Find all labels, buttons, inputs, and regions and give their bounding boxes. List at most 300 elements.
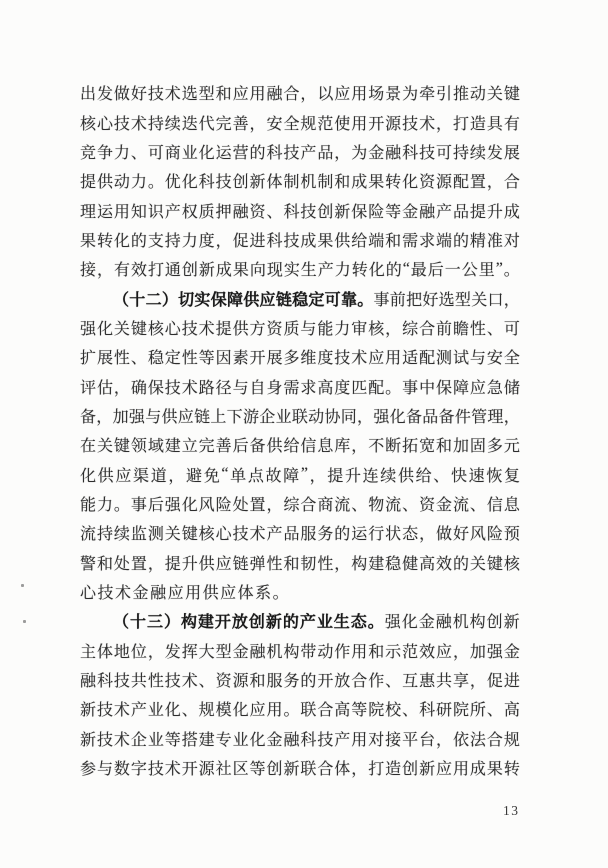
glyph: 流 bbox=[452, 496, 469, 514]
glyph: 技 bbox=[181, 320, 198, 338]
glyph: 成 bbox=[351, 174, 368, 192]
glyph: 所 bbox=[469, 702, 486, 720]
glyph: 下 bbox=[226, 408, 243, 426]
glyph: 打 bbox=[368, 761, 385, 779]
glyph: 规 bbox=[198, 702, 215, 720]
glyph: 商 bbox=[164, 144, 181, 162]
glyph: 、 bbox=[433, 467, 450, 485]
glyph: ， bbox=[309, 467, 326, 485]
glyph: 事 bbox=[373, 291, 390, 309]
glyph: 技 bbox=[300, 203, 317, 221]
glyph: 确 bbox=[130, 379, 147, 397]
glyph: 科 bbox=[96, 673, 113, 691]
scan-speck bbox=[23, 620, 26, 623]
glyph: 高 bbox=[503, 702, 520, 720]
glyph: 键 bbox=[181, 526, 198, 544]
glyph: ， bbox=[351, 761, 368, 779]
glyph: 融 bbox=[435, 614, 452, 632]
glyph: 速 bbox=[468, 467, 485, 485]
glyph: 理 bbox=[80, 203, 97, 221]
glyph: 给 bbox=[415, 467, 432, 485]
glyph: 匹 bbox=[351, 379, 368, 397]
glyph: 资 bbox=[419, 496, 436, 514]
glyph: 科 bbox=[198, 174, 215, 192]
glyph: 科 bbox=[402, 144, 419, 162]
glyph: 键 bbox=[503, 86, 520, 104]
glyph: 术 bbox=[115, 585, 132, 603]
glyph: 信 bbox=[486, 496, 503, 514]
glyph: 和 bbox=[283, 555, 300, 573]
glyph: 术 bbox=[130, 115, 147, 133]
glyph: 务 bbox=[317, 526, 334, 544]
glyph: 保 bbox=[210, 291, 227, 309]
glyph: ， bbox=[419, 526, 436, 544]
glyph: 选 bbox=[438, 291, 455, 309]
glyph: 化 bbox=[181, 174, 198, 192]
glyph: 技 bbox=[232, 526, 249, 544]
glyph: ， bbox=[168, 467, 185, 485]
glyph: 校 bbox=[385, 702, 402, 720]
glyph: 配 bbox=[368, 379, 385, 397]
glyph: 地 bbox=[113, 643, 130, 661]
glyph: ， bbox=[436, 115, 453, 133]
glyph: 性 bbox=[469, 320, 486, 338]
glyph: 能 bbox=[80, 496, 97, 514]
glyph: 。 bbox=[147, 174, 164, 192]
glyph: 接 bbox=[80, 262, 97, 280]
glyph: 规 bbox=[300, 115, 317, 133]
glyph: 、 bbox=[486, 320, 503, 338]
glyph: 接 bbox=[385, 731, 402, 749]
page-number: 13 bbox=[503, 803, 520, 818]
glyph: ， bbox=[215, 232, 232, 250]
glyph: “ bbox=[221, 465, 229, 483]
glyph: 金 bbox=[503, 643, 520, 661]
glyph: 产 bbox=[334, 731, 351, 749]
glyph: 放 bbox=[334, 673, 351, 691]
glyph: 提 bbox=[164, 555, 181, 573]
glyph: 生 bbox=[300, 262, 317, 280]
glyph: 技 bbox=[96, 702, 113, 720]
glyph: 新 bbox=[283, 761, 300, 779]
glyph: 备 bbox=[405, 408, 422, 426]
glyph: 金 bbox=[266, 731, 283, 749]
glyph: 争 bbox=[96, 144, 113, 162]
glyph: 数 bbox=[113, 761, 130, 779]
glyph: 有 bbox=[503, 115, 520, 133]
glyph: 转 bbox=[385, 174, 402, 192]
glyph: 产 bbox=[266, 526, 283, 544]
glyph: 应 bbox=[469, 379, 486, 397]
glyph: 审 bbox=[351, 320, 368, 338]
glyph: 化 bbox=[164, 702, 181, 720]
glyph: 产 bbox=[130, 702, 147, 720]
glyph: 代 bbox=[198, 115, 215, 133]
glyph: 续 bbox=[113, 526, 130, 544]
glyph: 件 bbox=[454, 408, 471, 426]
glyph: 创 bbox=[181, 262, 198, 280]
glyph: 免 bbox=[203, 467, 220, 485]
text-line bbox=[80, 606, 520, 635]
glyph: 支 bbox=[147, 232, 164, 250]
glyph: 链 bbox=[194, 408, 211, 426]
glyph: 机 bbox=[266, 643, 283, 661]
glyph: 业 bbox=[181, 144, 198, 162]
glyph: 与 bbox=[300, 320, 317, 338]
glyph: 应 bbox=[436, 643, 453, 661]
glyph: 产 bbox=[164, 203, 181, 221]
glyph: 加 bbox=[112, 408, 129, 426]
glyph: 事 bbox=[130, 496, 147, 514]
glyph: 技 bbox=[283, 232, 300, 250]
glyph: 术 bbox=[164, 86, 181, 104]
glyph: 通 bbox=[164, 262, 181, 280]
glyph: 服 bbox=[300, 526, 317, 544]
glyph: 运 bbox=[96, 203, 113, 221]
glyph: 故 bbox=[265, 467, 282, 485]
glyph: 完 bbox=[215, 115, 232, 133]
glyph: ， bbox=[351, 438, 368, 456]
glyph: 竞 bbox=[80, 144, 97, 162]
glyph: 融 bbox=[266, 86, 283, 104]
glyph: 应 bbox=[215, 555, 232, 573]
glyph: 成 bbox=[503, 203, 520, 221]
glyph: 术 bbox=[164, 761, 181, 779]
glyph: 性 bbox=[317, 555, 334, 573]
glyph: 急 bbox=[486, 379, 503, 397]
glyph: ， bbox=[96, 262, 113, 280]
glyph: 合 bbox=[351, 673, 368, 691]
glyph: 化 bbox=[113, 232, 130, 250]
glyph: 宽 bbox=[419, 438, 436, 456]
glyph: 运 bbox=[215, 144, 232, 162]
glyph: ， bbox=[469, 673, 486, 691]
glyph: ， bbox=[266, 496, 283, 514]
glyph: 元 bbox=[503, 438, 520, 456]
glyph: ， bbox=[147, 555, 164, 573]
glyph: 生 bbox=[333, 614, 350, 632]
glyph: 果 bbox=[317, 232, 334, 250]
glyph: 开 bbox=[317, 673, 334, 691]
glyph: ， bbox=[452, 643, 469, 661]
glyph: 型 bbox=[198, 86, 215, 104]
glyph: 创 bbox=[317, 203, 334, 221]
glyph: 实 bbox=[194, 291, 211, 309]
glyph: 与 bbox=[96, 761, 113, 779]
glyph: 、 bbox=[385, 673, 402, 691]
glyph: 需 bbox=[283, 379, 300, 397]
glyph: 备 bbox=[249, 438, 266, 456]
glyph: 应 bbox=[115, 467, 132, 485]
glyph: 关 bbox=[469, 555, 486, 573]
text-line bbox=[80, 577, 520, 606]
glyph: 关 bbox=[164, 526, 181, 544]
glyph: 综 bbox=[402, 320, 419, 338]
glyph: ， bbox=[96, 408, 113, 426]
glyph: 发 bbox=[96, 86, 113, 104]
glyph: 前 bbox=[436, 320, 453, 338]
glyph: 置 bbox=[130, 555, 147, 573]
glyph: 科 bbox=[266, 144, 283, 162]
glyph: 维 bbox=[300, 350, 317, 368]
glyph: 术 bbox=[198, 320, 215, 338]
glyph: 。 bbox=[385, 379, 402, 397]
glyph: 风 bbox=[469, 526, 486, 544]
glyph: ） bbox=[163, 614, 180, 632]
glyph: 安 bbox=[486, 350, 503, 368]
glyph: 保 bbox=[147, 379, 164, 397]
glyph: 选 bbox=[181, 86, 198, 104]
glyph: 险 bbox=[215, 496, 232, 514]
glyph: 瞻 bbox=[452, 320, 469, 338]
glyph: 效 bbox=[436, 555, 453, 573]
glyph: 供 bbox=[232, 320, 249, 338]
glyph: 综 bbox=[283, 496, 300, 514]
glyph: 运 bbox=[351, 526, 368, 544]
glyph: 位 bbox=[130, 643, 147, 661]
text-line bbox=[80, 665, 520, 694]
glyph: 出 bbox=[80, 86, 97, 104]
glyph: 共 bbox=[130, 673, 147, 691]
glyph: 与 bbox=[469, 350, 486, 368]
glyph: 升 bbox=[486, 203, 503, 221]
glyph: 协 bbox=[324, 408, 341, 426]
glyph: 源 bbox=[385, 115, 402, 133]
scan-speck bbox=[21, 584, 24, 587]
glyph: 和 bbox=[215, 86, 232, 104]
glyph: ， bbox=[357, 408, 374, 426]
glyph: 应 bbox=[167, 585, 184, 603]
glyph: 合 bbox=[317, 761, 334, 779]
glyph: 型 bbox=[454, 291, 471, 309]
glyph: 等 bbox=[385, 203, 402, 221]
glyph: 快 bbox=[450, 467, 467, 485]
glyph: 的 bbox=[452, 555, 469, 573]
glyph: 场 bbox=[368, 86, 385, 104]
glyph: 展 bbox=[96, 350, 113, 368]
glyph: 体 bbox=[96, 643, 113, 661]
glyph: 警 bbox=[80, 555, 97, 573]
glyph: 融 bbox=[249, 643, 266, 661]
glyph: 核 bbox=[503, 555, 520, 573]
glyph: （ bbox=[113, 614, 130, 632]
glyph: 恢 bbox=[486, 467, 503, 485]
glyph: 业 bbox=[147, 702, 164, 720]
glyph: 性 bbox=[266, 555, 283, 573]
glyph: 的 bbox=[249, 144, 266, 162]
glyph: 产 bbox=[436, 203, 453, 221]
glyph: 因 bbox=[215, 350, 232, 368]
glyph: 素 bbox=[232, 350, 249, 368]
glyph: 术 bbox=[181, 673, 198, 691]
glyph: 测 bbox=[436, 350, 453, 368]
glyph: 用 bbox=[249, 86, 266, 104]
glyph: 技 bbox=[96, 731, 113, 749]
glyph: 续 bbox=[164, 115, 181, 133]
glyph: 产 bbox=[299, 614, 316, 632]
glyph: 创 bbox=[402, 761, 419, 779]
glyph: 。 bbox=[283, 702, 300, 720]
glyph: 质 bbox=[283, 320, 300, 338]
glyph: 建 bbox=[198, 731, 215, 749]
glyph: 的 bbox=[300, 673, 317, 691]
glyph: 不 bbox=[368, 438, 385, 456]
glyph: 服 bbox=[266, 673, 283, 691]
glyph: 果 bbox=[80, 232, 97, 250]
glyph: 弹 bbox=[249, 555, 266, 573]
glyph: 拓 bbox=[402, 438, 419, 456]
glyph: 键 bbox=[113, 438, 130, 456]
text-line bbox=[80, 78, 520, 107]
glyph: ， bbox=[436, 731, 453, 749]
glyph: 做 bbox=[436, 526, 453, 544]
glyph: 供 bbox=[397, 467, 414, 485]
text-line bbox=[80, 636, 520, 665]
glyph: 力 bbox=[113, 144, 130, 162]
text-line bbox=[80, 195, 520, 224]
glyph: 态 bbox=[402, 526, 419, 544]
glyph: 用 bbox=[351, 115, 368, 133]
glyph: 测 bbox=[147, 526, 164, 544]
glyph: 力 bbox=[130, 174, 147, 192]
glyph: 可 bbox=[503, 320, 520, 338]
glyph: 产 bbox=[300, 144, 317, 162]
glyph: 固 bbox=[469, 438, 486, 456]
glyph: 链 bbox=[232, 555, 249, 573]
glyph: 、 bbox=[486, 702, 503, 720]
glyph: 储 bbox=[503, 379, 520, 397]
glyph: 键 bbox=[486, 555, 503, 573]
glyph: 术 bbox=[113, 731, 130, 749]
glyph: 供 bbox=[243, 291, 260, 309]
glyph: 型 bbox=[215, 643, 232, 661]
glyph: 术 bbox=[249, 526, 266, 544]
glyph: 配 bbox=[419, 350, 436, 368]
text-line bbox=[80, 283, 520, 312]
glyph: 供 bbox=[266, 438, 283, 456]
glyph: 融 bbox=[232, 203, 249, 221]
glyph: 态 bbox=[350, 614, 367, 632]
glyph: 适 bbox=[402, 350, 419, 368]
glyph: 试 bbox=[452, 350, 469, 368]
glyph: 十 bbox=[129, 291, 146, 309]
glyph: 渠 bbox=[133, 467, 150, 485]
glyph: 果 bbox=[486, 761, 503, 779]
glyph: 合 bbox=[419, 320, 436, 338]
glyph: 挥 bbox=[181, 643, 198, 661]
glyph: 性 bbox=[181, 350, 198, 368]
glyph: 创 bbox=[232, 174, 249, 192]
glyph: 具 bbox=[486, 115, 503, 133]
glyph: 示 bbox=[385, 643, 402, 661]
glyph: 业 bbox=[316, 614, 333, 632]
glyph: 金 bbox=[368, 144, 385, 162]
glyph: 二 bbox=[145, 291, 162, 309]
glyph: 制 bbox=[283, 174, 300, 192]
glyph: 建 bbox=[197, 614, 214, 632]
glyph: 品 bbox=[283, 526, 300, 544]
glyph: 障 bbox=[226, 291, 243, 309]
glyph: 键 bbox=[130, 320, 147, 338]
glyph: 、 bbox=[266, 203, 283, 221]
glyph: 技 bbox=[402, 115, 419, 133]
glyph: 资 bbox=[249, 203, 266, 221]
glyph: 多 bbox=[283, 350, 300, 368]
glyph: 应 bbox=[368, 350, 385, 368]
glyph: 管 bbox=[471, 408, 488, 426]
glyph: 术 bbox=[351, 350, 368, 368]
glyph: 上 bbox=[210, 408, 227, 426]
glyph: 用 bbox=[351, 86, 368, 104]
glyph: 。 bbox=[272, 585, 289, 603]
glyph: 点 bbox=[247, 467, 264, 485]
text-line bbox=[80, 225, 520, 254]
glyph: 全 bbox=[283, 115, 300, 133]
glyph: 定 bbox=[164, 350, 181, 368]
text-line bbox=[80, 166, 520, 195]
glyph: 业 bbox=[147, 731, 164, 749]
glyph: 端 bbox=[368, 232, 385, 250]
glyph: 依 bbox=[452, 731, 469, 749]
glyph: 供 bbox=[198, 555, 215, 573]
glyph: 提 bbox=[80, 174, 97, 192]
glyph: 商 bbox=[317, 496, 334, 514]
glyph: 科 bbox=[300, 731, 317, 749]
text-line bbox=[80, 694, 520, 723]
glyph: 转 bbox=[351, 262, 368, 280]
glyph: 单 bbox=[230, 467, 247, 485]
glyph: 技 bbox=[97, 585, 114, 603]
glyph: 新 bbox=[249, 174, 266, 192]
glyph: 发 bbox=[486, 144, 503, 162]
glyph: 强 bbox=[384, 614, 401, 632]
glyph: 成 bbox=[215, 262, 232, 280]
glyph: 术 bbox=[113, 702, 130, 720]
glyph: 路 bbox=[198, 379, 215, 397]
glyph: 。 bbox=[367, 614, 384, 632]
glyph: 作 bbox=[334, 643, 351, 661]
glyph: 用 bbox=[452, 761, 469, 779]
glyph: 高 bbox=[334, 702, 351, 720]
glyph: 健 bbox=[402, 555, 419, 573]
glyph: 技 bbox=[215, 174, 232, 192]
glyph: 转 bbox=[503, 761, 520, 779]
glyph: （ bbox=[113, 291, 130, 309]
glyph: 品 bbox=[452, 203, 469, 221]
glyph: 善 bbox=[215, 438, 232, 456]
glyph: 果 bbox=[368, 174, 385, 192]
glyph: 技 bbox=[283, 144, 300, 162]
glyph: 体 bbox=[237, 585, 254, 603]
glyph: 源 bbox=[198, 761, 215, 779]
glyph: ， bbox=[503, 291, 520, 309]
glyph: 、 bbox=[130, 144, 147, 162]
glyph: 创 bbox=[486, 614, 503, 632]
glyph: 联 bbox=[291, 408, 308, 426]
glyph: 押 bbox=[215, 203, 232, 221]
glyph: 融 bbox=[283, 731, 300, 749]
glyph: 技 bbox=[147, 86, 164, 104]
glyph: 术 bbox=[181, 379, 198, 397]
glyph: ” bbox=[495, 259, 503, 277]
glyph: 备 bbox=[438, 408, 455, 426]
glyph: 配 bbox=[452, 174, 469, 192]
glyph: 善 bbox=[232, 115, 249, 133]
glyph: 科 bbox=[266, 232, 283, 250]
glyph: ， bbox=[503, 408, 520, 426]
glyph: 化 bbox=[198, 144, 215, 162]
glyph: 台 bbox=[419, 731, 436, 749]
